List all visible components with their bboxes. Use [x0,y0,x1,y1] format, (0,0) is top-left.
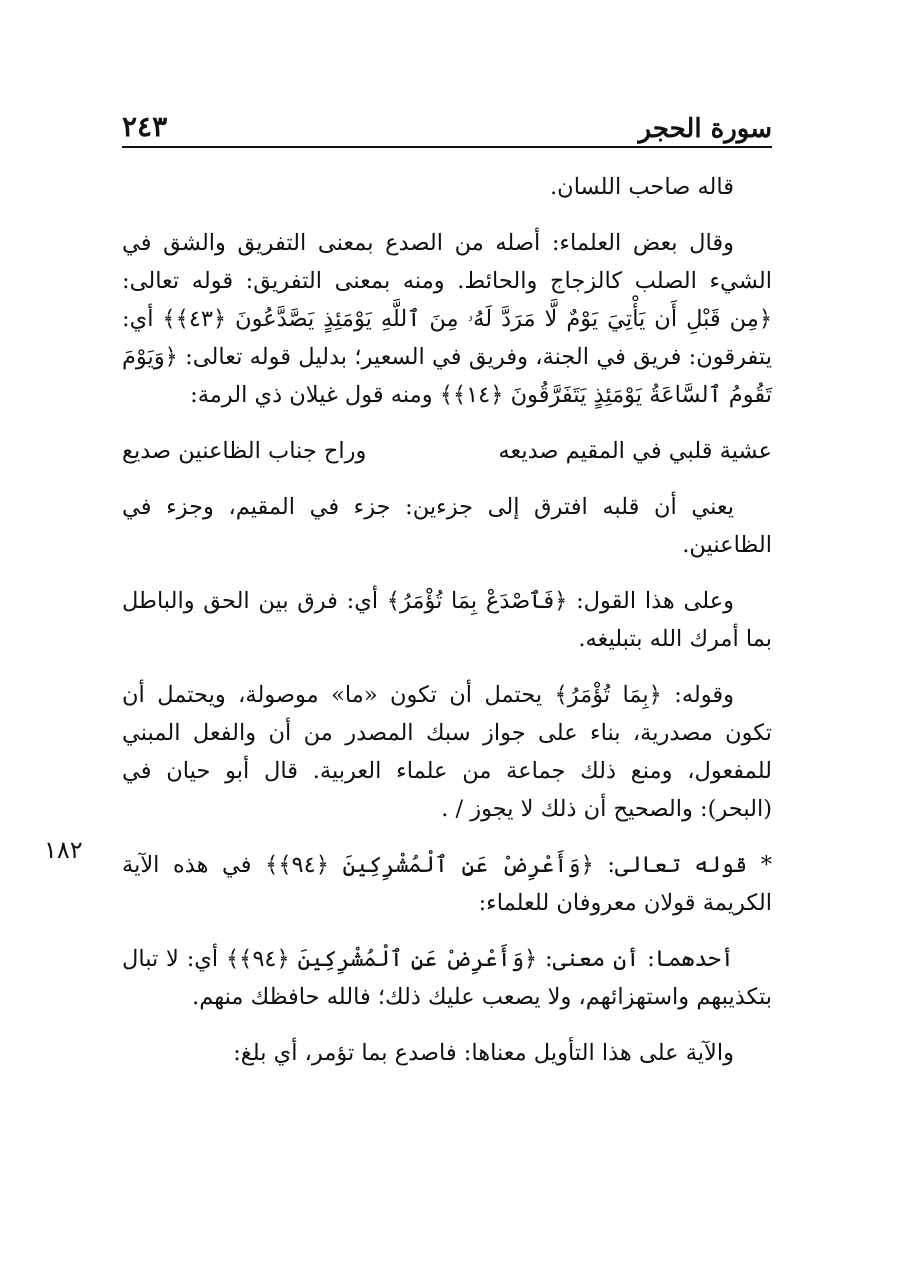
poetry-verse [122,432,772,470]
paragraph: يعني أن قلبه افترق إلى جزءين: جزء في المقيم، وجزء في الظاعنين. [122,494,772,558]
surah-title: سورة الحجر [638,114,772,144]
page-number: ٢٤٣ [122,110,168,143]
verse-first-hemistich: عشية قلبي في المقيم صديعه [498,438,772,464]
paragraph: وقال بعض العلماء: أصله من الصدع بمعنى التفريق والشق في الشيء الصلب كالزجاج والحائط. ومنه بمعنى التفريق: قوله تعالى: ﴿مِن قَبْلِ أَن يَأْتِيَ يَوْمٌ لَّا مَرَدَّ لَهُۥ مِنَ ٱللَّهِ يَوْمَئِذٍ يَصَّدَّعُونَ ﴿٤٣﴾﴾ أي: يتفرقون: فريق في الجنة، وفريق في السعير؛ بدليل قوله تعالى: ﴿وَيَوْمَ تَقُومُ ٱلسَّاعَةُ يَوْمَئِذٍ يَتَفَرَّقُونَ ﴿١٤﴾﴾ ومنه قول غيلان ذي الرمة: [122,230,773,408]
margin-page-number: ١٨٢ [44,836,83,864]
paragraph: وقوله: ﴿بِمَا تُؤْمَرُ﴾ يحتمل أن تكون «ما» موصولة، ويحتمل أن تكون مصدرية، بناء على جواز سبك المصدر من أن والفعل المبني للمفعول، ومنع ذلك جماعة من علماء العربية. قال أبو حيان في (البحر): والصحيح أن ذلك لا يجوز / . [122,682,772,822]
page-body [122,168,772,1090]
paragraph: وعلى هذا القول: ﴿فَٱصْدَعْ بِمَا تُؤْمَرُ﴾ أي: فرق بين الحق والباطل بما أمرك الله بتبليغه. [122,588,772,652]
paragraph: والآية على هذا التأويل معناها: فاصدع بما تؤمر، أي بلغ: [233,1040,734,1066]
paragraph: أحدهما: أن معنى: ﴿وَأَعْرِضْ عَنِ ٱلْمُشْرِكِينَ ﴿٩٤﴾﴾ أي: لا تبال بتكذيبهم واستهزائهم، ولا يصعب عليك ذلك؛ فالله حافظك منهم. [122,946,772,1010]
page-header [122,110,772,148]
paragraph: * قوله تعالى: ﴿وَأَعْرِضْ عَنِ ٱلْمُشْرِكِينَ ﴿٩٤﴾﴾ في هذه الآية الكريمة قولان معروفان للعلماء: [122,852,772,916]
paragraph: قاله صاحب اللسان. [550,174,734,200]
verse-second-hemistich: وراح جناب الظاعنين صديع [122,438,367,464]
